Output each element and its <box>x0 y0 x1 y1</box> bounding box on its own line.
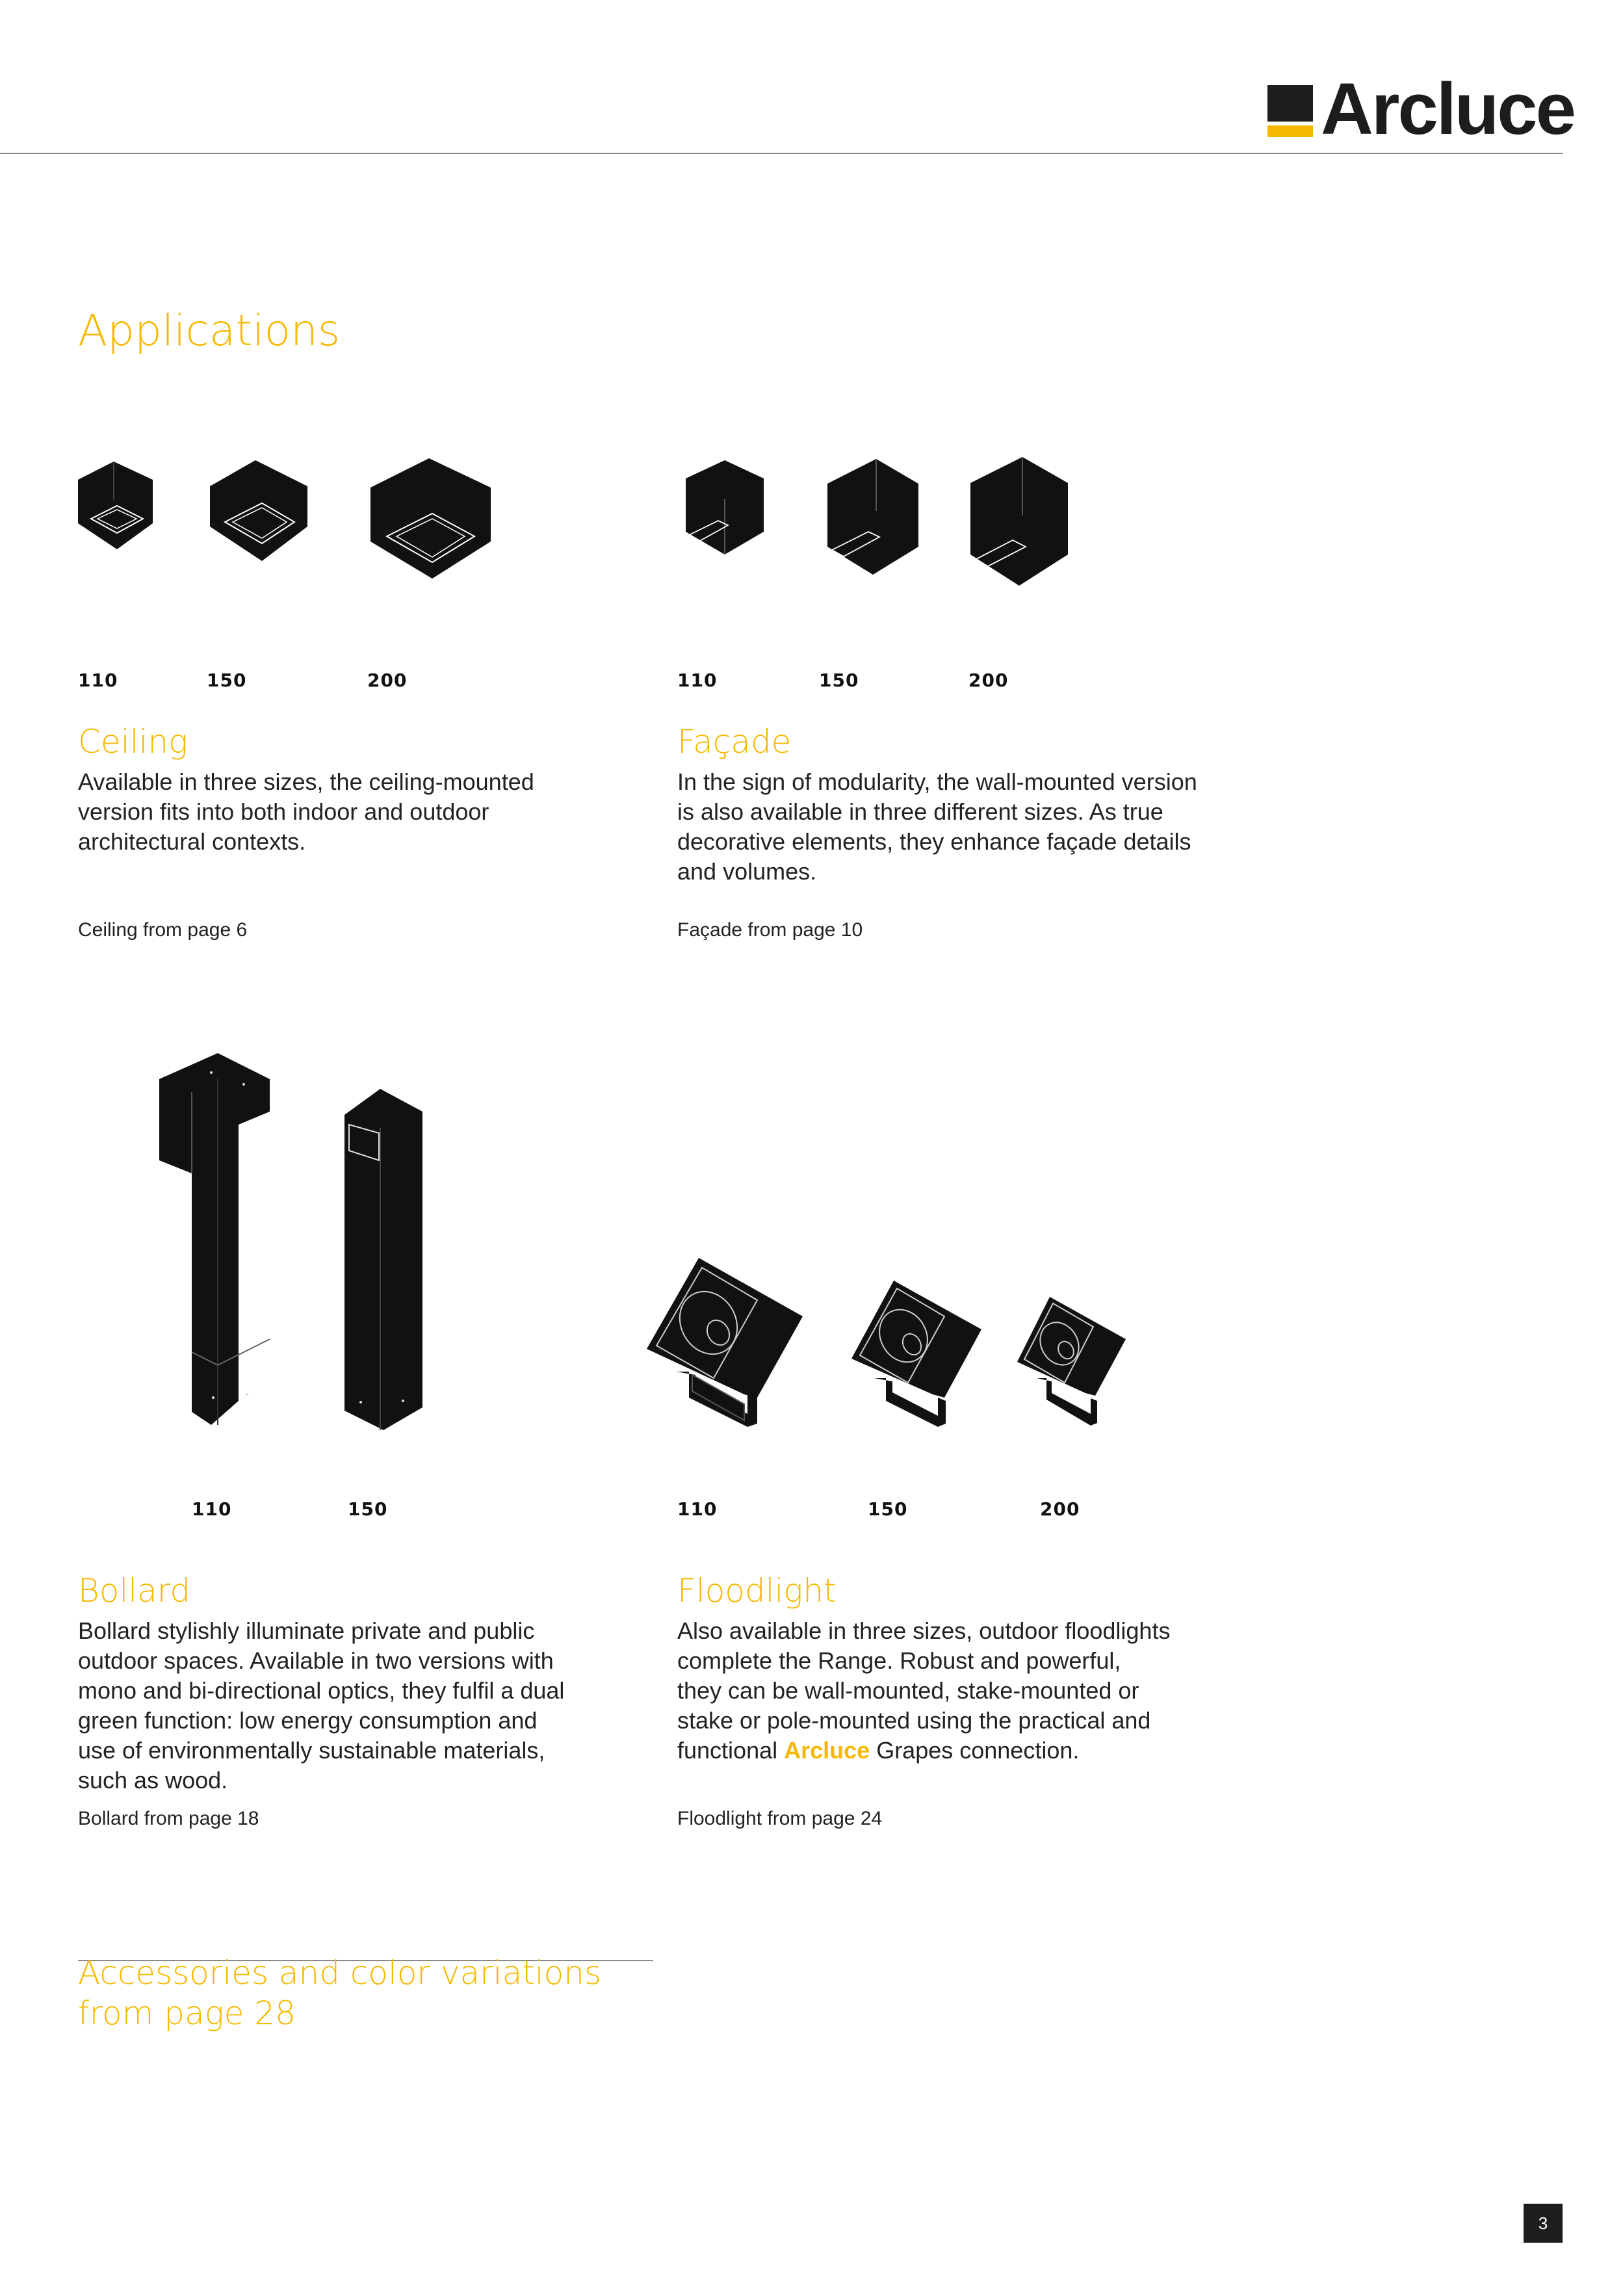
floodlight-size-150: 150 <box>868 1498 908 1520</box>
arcluce-inline-brand: Arcluce <box>784 1737 870 1764</box>
floodlight-200-drawing <box>1014 1297 1128 1430</box>
arcluce-logo-text: Arcluce <box>1321 68 1574 150</box>
ceiling-size-110: 110 <box>78 670 118 691</box>
bollard-description: Bollard stylishly illuminate private and public outdoor spaces. Available in two versions with mono and bi-directional optics, they fulfil a dual green function: low energy consumption and use of environmentally sustainable materials, such as wood. <box>78 1617 565 1794</box>
ceiling-200-drawing <box>367 458 494 582</box>
facade-page-ref: Façade from page 10 <box>677 919 863 941</box>
ceiling-size-200: 200 <box>367 670 408 691</box>
bollard-page-ref: Bollard from page 18 <box>78 1808 259 1829</box>
floodlight-110-drawing <box>643 1258 806 1430</box>
floodlight-title: Floodlight <box>677 1572 837 1610</box>
floodlight-size-110: 110 <box>677 1498 718 1520</box>
ceiling-size-150: 150 <box>207 670 247 691</box>
header-divider <box>0 153 1563 154</box>
ceiling-description: Available in three sizes, the ceiling-mounted version fits into both indoor and outdoor architectural contexts. <box>78 768 534 855</box>
facade-150-drawing <box>824 459 922 576</box>
accessories-link: Accessories and color variations from page 28 <box>78 1954 602 2032</box>
bollard-110-drawing <box>156 1053 273 1430</box>
facade-description: In the sign of modularity, the wall-mounted version is also available in three different sizes. As true decorative elements, they enhance façade details and volumes. <box>677 768 1197 885</box>
ceiling-150-drawing <box>207 460 311 564</box>
facade-size-150: 150 <box>819 670 859 691</box>
bollard-size-110: 110 <box>192 1498 232 1520</box>
bollard-150-drawing <box>341 1089 426 1430</box>
facade-200-drawing <box>967 457 1071 587</box>
ceiling-110-drawing <box>75 462 159 553</box>
facade-size-110: 110 <box>677 670 718 691</box>
ceiling-page-ref: Ceiling from page 6 <box>78 919 248 941</box>
floodlight-150-drawing <box>848 1281 985 1430</box>
page-title: Applications <box>78 306 341 356</box>
floodlight-page-ref: Floodlight from page 24 <box>677 1808 883 1829</box>
facade-110-drawing <box>682 460 767 558</box>
bollard-size-150: 150 <box>348 1498 388 1520</box>
facade-title: Façade <box>677 723 792 761</box>
arcluce-logo-mark <box>1267 85 1313 137</box>
facade-size-200: 200 <box>968 670 1009 691</box>
ceiling-title: Ceiling <box>78 723 188 761</box>
floodlight-size-200: 200 <box>1040 1498 1080 1520</box>
page-number: 3 <box>1524 2204 1563 2243</box>
floodlight-description: Also available in three sizes, outdoor floodlights complete the Range. Robust and powerful, they can be wall-mounted, stake-mounted or stake or pole-mounted using the practical and functional Arcluce Grapes connection. <box>677 1617 1171 1764</box>
bollard-title: Bollard <box>78 1572 191 1610</box>
